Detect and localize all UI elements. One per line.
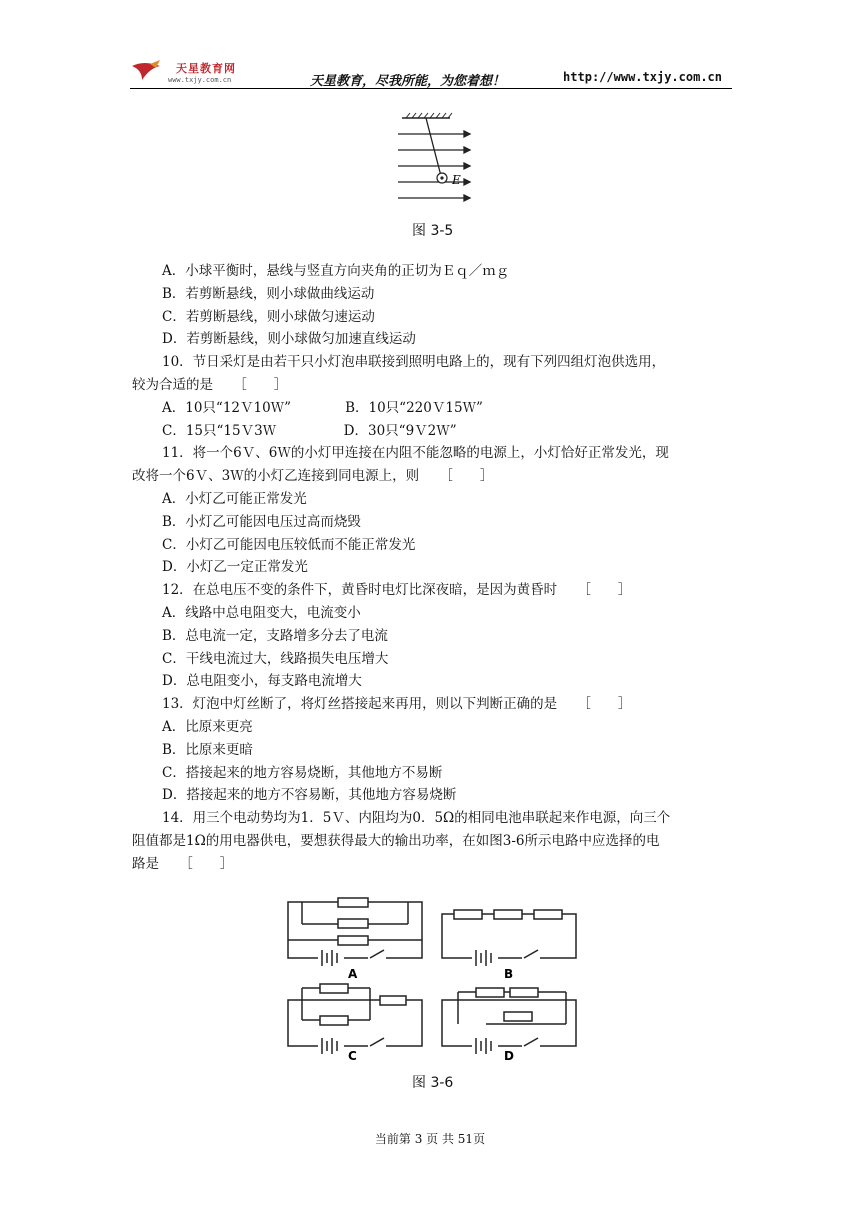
logo-icon (130, 58, 170, 84)
field-label-e: E (452, 173, 461, 187)
text-line: D．小灯乙一定正常发光 (162, 559, 308, 576)
text-line: 14．用三个电动势均为1．5Ｖ、内阻均为0．5Ω的相同电池串联起来作电源，向三个 (162, 810, 671, 827)
text-line: B．比原来更暗 (162, 741, 253, 758)
logo-url: www.txjy.com.cn (168, 76, 232, 84)
text-line: A．线路中总电阻变大，电流变小 (162, 605, 361, 621)
text-line: 较为合适的是 ［ ］ (132, 377, 288, 393)
text-line: 10．节日采灯是由若干只小灯泡串联接到照明电路上的，现有下列四组灯泡供选用， (162, 354, 666, 371)
text-line: A．小灯乙可能正常发光 (162, 491, 307, 507)
text-line: C．小灯乙可能因电压较低而不能正常发光 (162, 536, 416, 553)
text-line: A．小球平衡时，悬线与竖直方向夹角的正切为Ｅｑ／ｍｇ (162, 263, 510, 279)
text-line: C．干线电流过大，线路损失电压增大 (162, 650, 389, 667)
circuit-label-b: B (504, 967, 514, 981)
circuit-label-a: A (348, 967, 358, 981)
figure-3-5 (392, 112, 472, 210)
page-footer: 当前第 3 页 共 51页 (374, 1132, 486, 1146)
text-line: B．若剪断悬线，则小球做曲线运动 (162, 285, 375, 302)
figure-3-6 (282, 892, 582, 1062)
text-line: A．比原来更亮 (162, 719, 253, 735)
circuit-label-c: C (348, 1049, 357, 1062)
logo-text: 天星教育网 (176, 62, 236, 75)
text-line: A．10只“12Ｖ10Ｗ” B．10只“220Ｖ15Ｗ” (162, 399, 483, 416)
text-line: B．小灯乙可能因电压过高而烧毁 (162, 513, 361, 530)
text-line: 改将一个6Ｖ、3Ｗ的小灯乙连接到同电源上，则 ［ ］ (132, 468, 494, 485)
page-header (130, 56, 732, 90)
circuit-label-d: D (504, 1049, 514, 1062)
figure-3-5-caption: 图 3-5 (412, 223, 454, 239)
header-slogan: 天星教育，尽我所能，为您着想！ (310, 74, 506, 89)
text-line: 13．灯泡中灯丝断了，将灯丝搭接起来再用，则以下判断正确的是 ［ ］ (162, 696, 632, 713)
text-line: C．搭接起来的地方容易烧断，其他地方不易断 (162, 764, 443, 781)
text-line: B．总电流一定，支路增多分去了电流 (162, 627, 388, 644)
text-line: D．搭接起来的地方不容易断，其他地方容易烧断 (162, 787, 457, 804)
text-line: D．总电阻变小，每支路电流增大 (162, 673, 362, 690)
figure-3-6-caption: 图 3-6 (412, 1075, 454, 1091)
text-line: C．15只“15Ｖ3Ｗ D．30只“9Ｖ2Ｗ” (162, 422, 457, 439)
text-line: 路是 ［ ］ (132, 855, 234, 872)
header-site-url[interactable]: http://www.txjy.com.cn (563, 70, 722, 84)
text-line: 阻值都是1Ω的用电器供电，要想获得最大的输出功率，在如图3-6所示电路中应选择的电 (132, 833, 660, 849)
text-line: 11．将一个6Ｖ、6Ｗ的小灯甲连接在内阻不能忽略的电源上，小灯恰好正常发光，现 (162, 445, 669, 462)
header-divider (130, 88, 732, 89)
text-line: D．若剪断悬线，则小球做匀加速直线运动 (162, 331, 416, 348)
text-line: 12．在总电压不变的条件下，黄昏时电灯比深夜暗，是因为黄昏时 ［ ］ (162, 582, 632, 599)
text-line: C．若剪断悬线，则小球做匀速运动 (162, 308, 375, 325)
